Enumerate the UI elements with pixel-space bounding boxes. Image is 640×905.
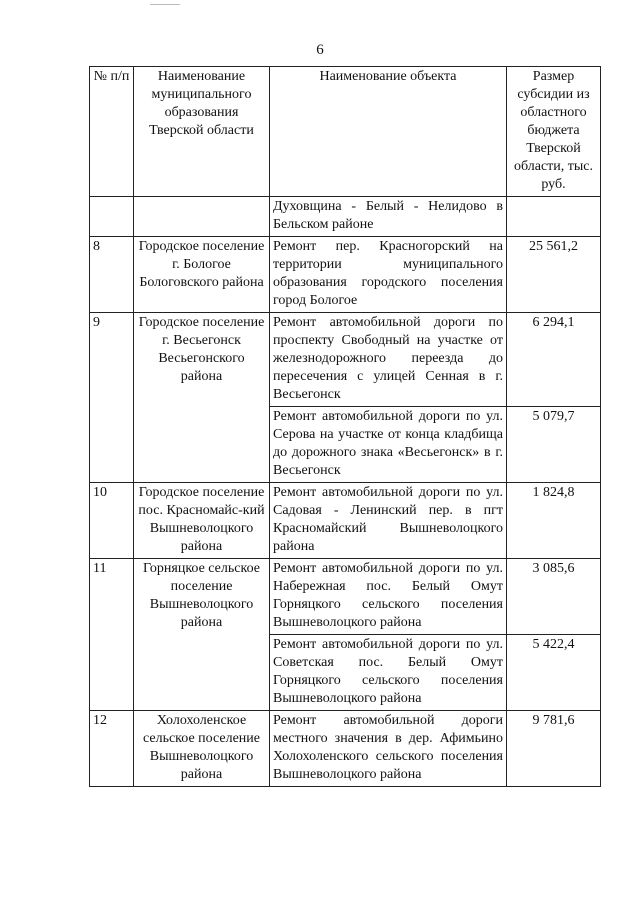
cell-object: Ремонт автомобильной дороги по ул. Набережная пос. Белый Омут Горняцкого сельского поселения Вышневолоцкого района: [270, 559, 507, 635]
cell-num: 12: [90, 711, 134, 787]
table-header-row: [90, 67, 601, 197]
subsidy-table: [89, 66, 601, 787]
cell-subsidy: 1 824,8: [507, 483, 601, 559]
cell-num: 10: [90, 483, 134, 559]
header-num: № п/п: [90, 67, 134, 197]
table-row: [90, 711, 601, 787]
header-object: Наименование объекта: [270, 67, 507, 197]
cell-object: Ремонт автомобильной дороги местного значения в дер. Афимьино Холохоленского сельского поселения Вышневолоцкого района: [270, 711, 507, 787]
cell-subsidy: 3 085,6: [507, 559, 601, 635]
cell-object: Ремонт автомобильной дороги по проспекту Свободный на участке от железнодорожного переезда до пересечения с улицей Сенная в г. Весьегонск: [270, 313, 507, 407]
table-row: [90, 559, 601, 635]
cell-num: [90, 197, 134, 237]
cell-object: Ремонт автомобильной дороги по ул. Серова на участке от конца кладбища до дорожного знака «Весьегонск» в г. Весьегонск: [270, 407, 507, 483]
cell-municipality: Городское поселение г. Бологое Бологовского района: [134, 237, 270, 313]
cell-municipality: Холохоленское сельское поселение Вышневолоцкого района: [134, 711, 270, 787]
cell-subsidy: 5 422,4: [507, 635, 601, 711]
cell-subsidy: 25 561,2: [507, 237, 601, 313]
cell-object: Духовщина - Белый - Нелидово в Бельском районе: [270, 197, 507, 237]
cell-municipality: [134, 197, 270, 237]
table-row: [90, 237, 601, 313]
header-subsidy: Размер субсидии из областного бюджета Тверской области, тыс. руб.: [507, 67, 601, 197]
cell-num: 9: [90, 313, 134, 483]
cell-subsidy: 6 294,1: [507, 313, 601, 407]
cell-municipality: Горняцкое сельское поселение Вышневолоцкого района: [134, 559, 270, 711]
scan-artifact: [150, 4, 180, 5]
cell-municipality: Городское поселение г. Весьегонск Весьегонского района: [134, 313, 270, 483]
page-number: 6: [316, 42, 324, 58]
header-municipality: Наименование муниципального образования Тверской области: [134, 67, 270, 197]
table-row: [90, 313, 601, 407]
cell-subsidy: 5 079,7: [507, 407, 601, 483]
cell-subsidy: 9 781,6: [507, 711, 601, 787]
cell-object: Ремонт автомобильной дороги по ул. Советская пос. Белый Омут Горняцкого сельского поселения Вышневолоцкого района: [270, 635, 507, 711]
table-row: [90, 197, 601, 237]
cell-num: 11: [90, 559, 134, 711]
cell-num: 8: [90, 237, 134, 313]
cell-municipality: Городское поселение пос. Красномайс-кий Вышневолоцкого района: [134, 483, 270, 559]
cell-object: Ремонт пер. Красногорский на территории муниципального образования городского поселения город Бологое: [270, 237, 507, 313]
cell-object: Ремонт автомобильной дороги по ул. Садовая - Ленинский пер. в пгт Красномайский Вышневолоцкого района: [270, 483, 507, 559]
table-row: [90, 483, 601, 559]
cell-subsidy: [507, 197, 601, 237]
